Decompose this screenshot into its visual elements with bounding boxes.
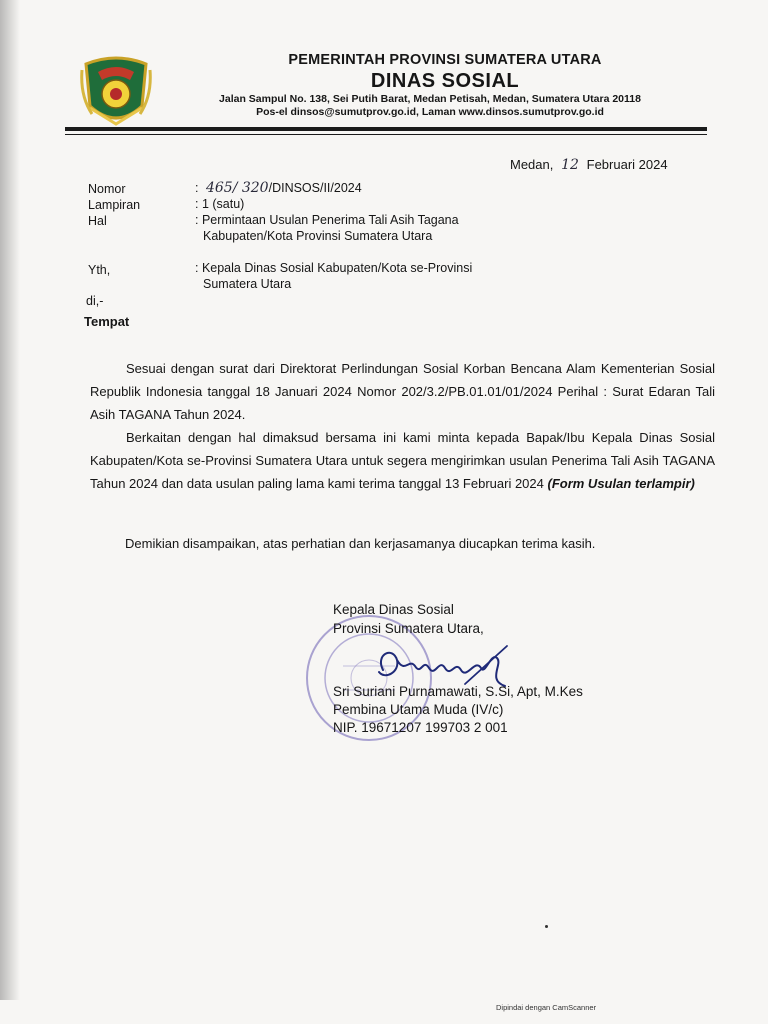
nomor-value (195, 180, 362, 196)
scanner-watermark: Dipindai dengan CamScanner (496, 1003, 597, 1012)
handwritten-signature-icon (365, 640, 525, 690)
yth-label: Yth, (88, 263, 111, 277)
signatory-title-1: Kepala Dinas Sosial (333, 602, 454, 617)
letter-date (510, 157, 668, 173)
signatory-name: Sri Suriani Purnamawati, S.Si, Apt, M.Kes (333, 684, 583, 699)
header-rule-thin (65, 134, 707, 135)
date-month-year: Februari 2024 (586, 157, 668, 172)
lampiran-value: : 1 (satu) (195, 197, 245, 211)
hal-value-line1: : Permintaan Usulan Penerima Tali Asih Tagana (195, 213, 459, 227)
closing-sentence: Demikian disampaikan, atas perhatian dan kerjasamanya diucapkan terima kasih. (125, 536, 596, 551)
body-paragraph-2-emphasis: (Form Usulan terlampir) (547, 476, 695, 491)
header-agency: DINAS SOSIAL (370, 70, 520, 92)
header-contact: Pos-el dinsos@sumutprov.go.id, Laman www.dinsos.sumutprov.go.id (256, 106, 604, 118)
hal-value-line2: Kabupaten/Kota Provinsi Sumatera Utara (203, 229, 433, 243)
date-day-handwritten: 12 (561, 157, 579, 173)
nomor-handwritten: 465/ 320 (205, 180, 269, 196)
body-paragraph-1 (90, 357, 715, 426)
nomor-suffix: /DINSOS/II/2024 (268, 181, 362, 195)
province-emblem-icon (80, 50, 152, 130)
scan-edge-shadow (0, 0, 20, 1000)
signatory-rank: Pembina Utama Muda (IV/c) (333, 702, 504, 717)
header-government: PEMERINTAH PROVINSI SUMATERA UTARA (288, 52, 602, 68)
body-paragraph-1-text: Sesuai dengan surat dari Direktorat Perlindungan Sosial Korban Bencana Alam Kementerian Sosial Republik Indonesia tanggal 18 Januari 2024 Nomor 202/3.2/PB.01.01/01/2024 Perihal : Surat Edaran Tali Asih TAGANA Tahun 2024. (90, 361, 715, 422)
hal-label: Hal (88, 214, 107, 228)
lampiran-label: Lampiran (88, 198, 141, 212)
signatory-title-2: Provinsi Sumatera Utara, (333, 621, 484, 636)
body-paragraph-2 (90, 426, 715, 495)
signatory-nip: NIP. 19671207 199703 2 001 (333, 720, 508, 735)
yth-value-line2: Sumatera Utara (203, 277, 292, 291)
di-label: di,- (86, 294, 104, 308)
tempat-label: Tempat (84, 314, 130, 329)
nomor-colon: : (195, 181, 199, 195)
body-paragraph-2-text: Berkaitan dengan hal dimaksud bersama ini kami minta kepada Bapak/Ibu Kepala Dinas Sosial Kabupaten/Kota se-Provinsi Sumatera Utara untuk segera mengirimkan usulan Penerima Tali Asih TAGANA Tahun 2024 dan data usulan paling lama kami terima tanggal 13 Februari 2024 (90, 430, 715, 491)
date-city: Medan, (510, 157, 554, 172)
scan-speck (545, 925, 548, 928)
header-rule-thick (65, 127, 707, 131)
yth-value-line1: : Kepala Dinas Sosial Kabupaten/Kota se-Provinsi (195, 261, 473, 275)
header-address: Jalan Sampul No. 138, Sei Putih Barat, Medan Petisah, Medan, Sumatera Utara 20118 (219, 93, 641, 105)
nomor-label: Nomor (88, 182, 126, 196)
